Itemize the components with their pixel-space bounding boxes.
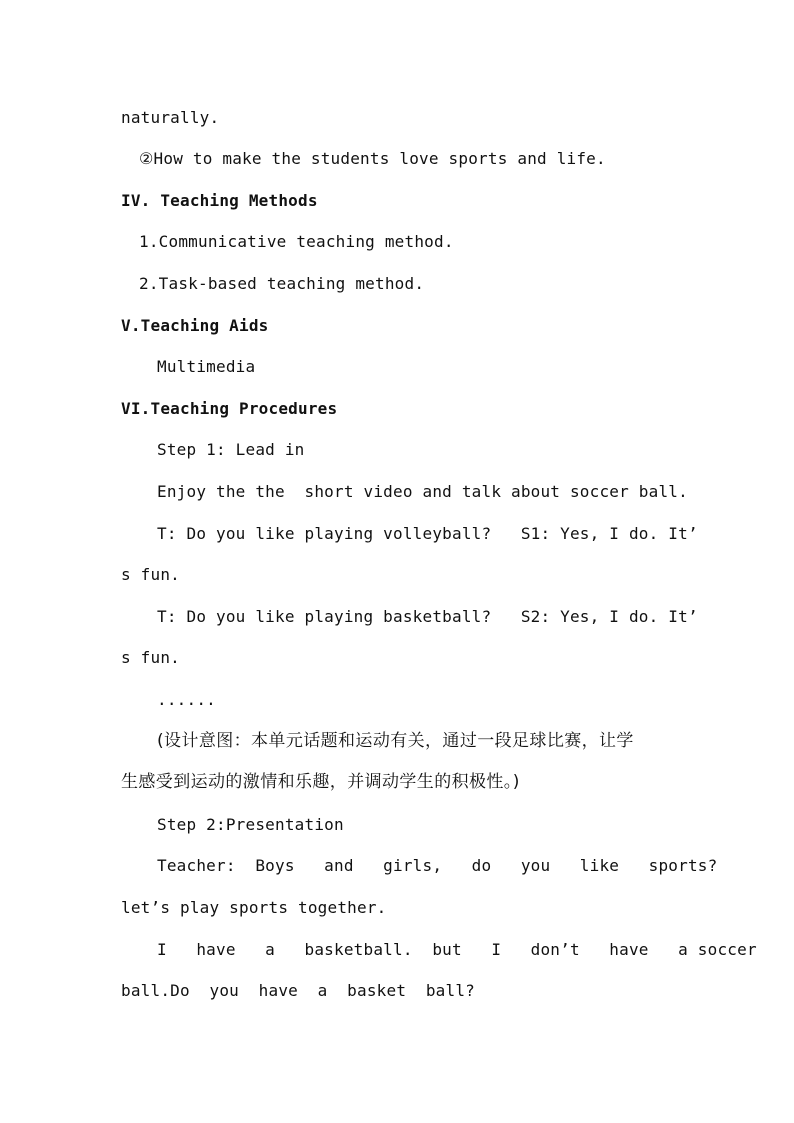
ellipsis-line: ...... [157,690,216,709]
text-line: naturally. [121,108,220,127]
teaching-aid-item: Multimedia [157,357,256,376]
method-item-2: 2.Task-based teaching method. [139,274,425,293]
dialogue-line: Teacher: Boys and girls, do you like sports? [157,856,718,875]
dialogue-line-continued: s fun. [121,565,180,584]
method-item-1: 1.Communicative teaching method. [139,232,454,251]
step-2-title: Step 2:Presentation [157,815,344,834]
focus-point-line: ②How to make the students love sports and life. [139,149,606,168]
dialogue-line-continued: s fun. [121,648,180,667]
section-heading-teaching-aids: V.Teaching Aids [121,316,269,335]
dialogue-line-continued: ball.Do you have a basket ball? [121,981,475,1000]
step-1-title: Step 1: Lead in [157,440,305,459]
dialogue-line: T: Do you like playing volleyball? S1: Yes, I do. It’ [157,524,698,543]
dialogue-line: I have a basketball. but I don’t have a soccer [157,940,757,959]
section-heading-teaching-methods: IV. Teaching Methods [121,191,318,210]
design-intent-note: (设计意图：本单元话题和运动有关，通过一段足球比赛，让学 [157,731,634,751]
dialogue-line: T: Do you like playing basketball? S2: Yes, I do. It’ [157,607,698,626]
section-heading-teaching-procedures: VI.Teaching Procedures [121,399,338,418]
dialogue-line-continued: let’s play sports together. [121,898,387,917]
text-line: Enjoy the the short video and talk about soccer ball. [157,482,688,501]
design-intent-note-continued: 生感受到运动的激情和乐趣，并调动学生的积极性。) [121,772,520,792]
